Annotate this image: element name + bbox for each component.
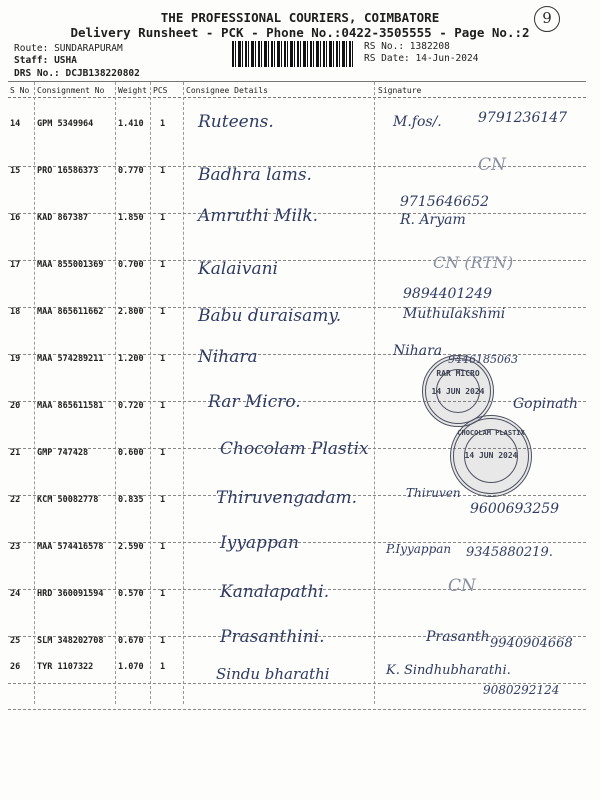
- staff-label: Staff:: [14, 55, 49, 66]
- handwritten-phone: 9345880219.: [466, 545, 553, 560]
- row-sno: 20: [10, 401, 21, 411]
- handwritten-phone: 9894401249: [403, 286, 493, 302]
- handwritten-signature: CN: [448, 576, 476, 596]
- handwritten-signature: M.fos/.: [393, 114, 442, 130]
- row-consignment: SLM 348202708: [37, 636, 104, 646]
- stamp-date: 14 JUN 2024: [431, 387, 485, 396]
- drs-label: DRS No.:: [14, 68, 60, 79]
- drs-value: DCJB138220802: [65, 68, 140, 79]
- row-sno: 18: [10, 307, 21, 317]
- company-stamp: [450, 415, 532, 497]
- handwritten-signature: K. Sindhubharathi.: [386, 663, 511, 678]
- handwritten-signature: Nihara: [393, 343, 443, 359]
- handwritten-consignee: Prasanthini.: [220, 627, 325, 647]
- col-head-signature: Signature: [378, 86, 422, 95]
- col-head-weight: Weight: [118, 86, 147, 95]
- row-sno: 26: [10, 662, 21, 672]
- handwritten-page-number: [534, 6, 560, 32]
- col-head-pcs: PCS: [153, 86, 168, 95]
- staff-line: [14, 55, 77, 66]
- row-pcs: 1: [160, 589, 166, 599]
- row-consignment: PRO 16586373: [37, 166, 99, 176]
- row-weight: 0.570: [118, 589, 144, 599]
- handwritten-signature: Muthulakshmi: [403, 306, 506, 322]
- route-value: SUNDARAPURAM: [54, 43, 123, 54]
- row-consignment: TYR 1107322: [37, 662, 94, 672]
- handwritten-phone: 9446185063: [448, 353, 518, 366]
- handwritten-signature: Prasanth: [426, 629, 490, 645]
- rs-number-line: [364, 41, 450, 52]
- handwritten-page-number-text: 9: [542, 9, 552, 27]
- row-pcs: 1: [160, 213, 166, 223]
- drs-line: [14, 68, 140, 79]
- table-row: [8, 641, 586, 710]
- row-sno: 16: [10, 213, 21, 223]
- row-pcs: 1: [160, 307, 166, 317]
- row-consignment: GMP 747428: [37, 448, 89, 458]
- barcode: [232, 41, 354, 67]
- row-consignment: MAA 574416578: [37, 542, 104, 552]
- handwritten-signature: P.Iyyappan: [386, 542, 452, 556]
- row-sno: 23: [10, 542, 21, 552]
- row-sno: 19: [10, 354, 21, 364]
- route-label: Route:: [14, 43, 49, 54]
- handwritten-consignee: Badhra lams.: [198, 165, 312, 185]
- company-title: THE PROFESSIONAL COURIERS, COIMBATORE: [160, 10, 440, 25]
- row-sno: 24: [10, 589, 21, 599]
- stamp-name: RAR MICRO: [436, 369, 480, 378]
- row-pcs: 1: [160, 354, 166, 364]
- row-consignment: GPM 5349964: [37, 119, 94, 129]
- header-rule-top: [8, 81, 586, 82]
- row-sno: 22: [10, 495, 21, 505]
- row-pcs: 1: [160, 495, 166, 505]
- row-consignment: MAA 855001369: [37, 260, 104, 270]
- handwritten-signature: Gopinath: [513, 396, 579, 412]
- handwritten-consignee: Chocolam Plastix: [220, 439, 369, 459]
- handwritten-phone: 9791236147: [478, 110, 568, 126]
- handwritten-signature: Thiruven: [406, 486, 461, 500]
- rs-number-label: RS No.:: [364, 41, 405, 52]
- row-weight: 0.670: [118, 636, 144, 646]
- row-weight: 1.850: [118, 213, 144, 223]
- row-consignment: KAD 867387: [37, 213, 89, 223]
- row-weight: 0.770: [118, 166, 144, 176]
- runsheet-subtitle: Delivery Runsheet - PCK - Phone No.:0422-3505555 - Page No.:2: [70, 25, 530, 40]
- stamp-date: 14 JUN 2024: [464, 451, 518, 460]
- handwritten-consignee: Thiruvengadam.: [216, 488, 357, 508]
- handwritten-signature: R. Aryam: [400, 212, 466, 228]
- handwritten-consignee: Babu duraisamy.: [198, 306, 342, 326]
- handwritten-phone: 9600693259: [470, 501, 560, 517]
- row-divider: [8, 709, 586, 710]
- handwritten-consignee: Rar Micro.: [208, 392, 301, 412]
- staff-value: USHA: [54, 55, 77, 66]
- route-line: [14, 43, 123, 54]
- rs-number-value: 1382208: [409, 41, 450, 52]
- row-pcs: 1: [160, 119, 166, 129]
- handwritten-phone: 9715646652: [400, 194, 490, 210]
- handwritten-consignee: Kalaivani: [198, 259, 278, 279]
- row-weight: 0.600: [118, 448, 144, 458]
- row-pcs: 1: [160, 260, 166, 270]
- row-weight: 2.800: [118, 307, 144, 317]
- row-weight: 0.835: [118, 495, 144, 505]
- row-weight: 0.700: [118, 260, 144, 270]
- row-pcs: 1: [160, 636, 166, 646]
- row-pcs: 1: [160, 448, 166, 458]
- row-weight: 0.720: [118, 401, 144, 411]
- col-head-consignee: Consignee Details: [186, 86, 268, 95]
- rs-date-line: [364, 53, 478, 64]
- row-consignment: MAA 865611581: [37, 401, 104, 411]
- handwritten-phone: 9940904668: [490, 636, 573, 651]
- row-pcs: 1: [160, 542, 166, 552]
- handwritten-consignee: Ruteens.: [198, 112, 274, 132]
- stamp-name: CHOCOLAM PLASTIX: [457, 429, 525, 437]
- row-sno: 15: [10, 166, 21, 176]
- row-consignment: MAA 574289211: [37, 354, 104, 364]
- row-consignment: MAA 865611662: [37, 307, 104, 317]
- rs-date-value: 14-Jun-2024: [415, 53, 479, 64]
- col-head-consignment: Consignment No: [37, 86, 105, 95]
- handwritten-consignee: Kanalapathi.: [220, 582, 330, 602]
- col-head-sno: S No: [10, 86, 30, 95]
- row-consignment: KCM 50082778: [37, 495, 99, 505]
- row-weight: 1.070: [118, 662, 144, 672]
- row-pcs: 1: [160, 662, 166, 672]
- row-sno: 17: [10, 260, 21, 270]
- handwritten-signature: CN (RTN): [433, 253, 514, 272]
- row-sno: 25: [10, 636, 21, 646]
- row-weight: 1.410: [118, 119, 144, 129]
- handwritten-consignee: Iyyappan: [220, 533, 299, 553]
- row-weight: 1.200: [118, 354, 144, 364]
- handwritten-consignee: Amruthi Milk.: [198, 206, 319, 226]
- row-sno: 14: [10, 119, 21, 129]
- handwritten-consignee: Sindu bharathi: [216, 665, 330, 683]
- handwritten-consignee: Nihara: [198, 347, 258, 367]
- row-weight: 2.590: [118, 542, 144, 552]
- row-pcs: 1: [160, 401, 166, 411]
- rs-date-label: RS Date:: [364, 53, 410, 64]
- row-pcs: 1: [160, 166, 166, 176]
- row-consignment: HRD 360091594: [37, 589, 104, 599]
- handwritten-signature: CN: [478, 155, 506, 175]
- handwritten-phone: 9080292124: [483, 683, 560, 697]
- row-sno: 21: [10, 448, 21, 458]
